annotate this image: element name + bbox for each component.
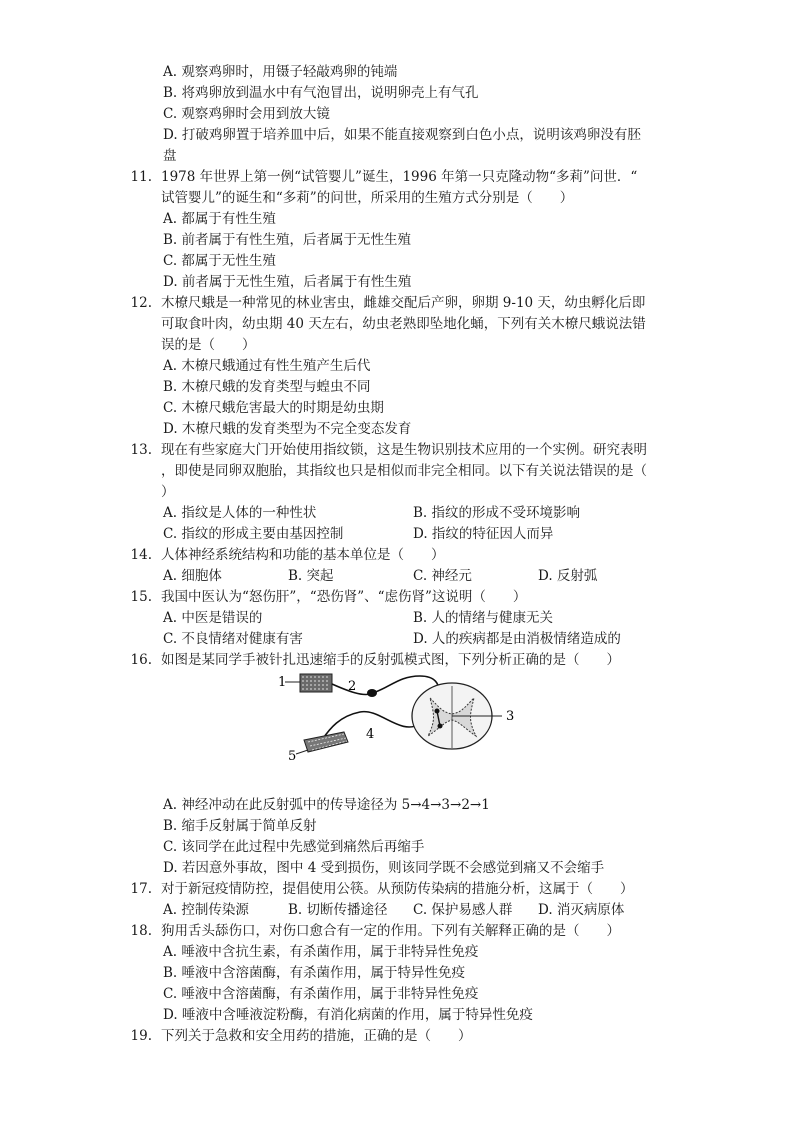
q14-option-c: C. 神经元 [413, 568, 472, 584]
q15-option-b: B. 人的情绪与健康无关 [413, 610, 554, 626]
q16-number: 16. [130, 652, 152, 668]
q11-number: 11. [130, 169, 152, 185]
q18-option-b: B. 唾液中含溶菌酶，有杀菌作用，属于特异性免疫 [163, 965, 466, 981]
label-line-5 [296, 750, 308, 754]
q15-option-a: A. 中医是错误的 [163, 610, 263, 626]
prev-option-d-cont: 盘 [163, 148, 177, 164]
q14-option-a: A. 细胞体 [163, 568, 222, 584]
q12-option-a: A. 木橑尺蛾通过有性生殖产生后代 [163, 358, 371, 374]
q16-stem-line1: 如图是某同学手被针扎迅速缩手的反射弧模式图，下列分析正确的是（ ） [161, 652, 620, 668]
q19-number: 19. [130, 1028, 152, 1044]
q12-option-c: C. 木橑尺蛾危害最大的时期是幼虫期 [163, 400, 384, 416]
q17-option-a: A. 控制传染源 [163, 902, 249, 918]
q13-stem-line1: 现在有些家庭大门开始使用指纹锁，这是生物识别技术应用的一个实例。研究表明 [161, 442, 647, 458]
figure-label-3: 3 [506, 709, 515, 724]
q17-option-d: D. 消灭病原体 [538, 902, 625, 918]
q12-stem-line3: 误的是（ ） [161, 337, 256, 353]
q17-option-c: C. 保护易感人群 [413, 902, 513, 918]
q11-option-b: B. 前者属于有性生殖，后者属于无性生殖 [163, 232, 412, 248]
q18-number: 18. [130, 923, 152, 939]
q18-stem-line1: 狗用舌头舔伤口，对伤口愈合有一定的作用。下列有关解释正确的是（ ） [161, 923, 620, 939]
q12-number: 12. [130, 295, 152, 311]
ganglion [367, 689, 377, 697]
q16-option-d: D. 若因意外事故，图中 4 受到损伤，则该同学既不会感觉到痛又不会缩手 [163, 860, 605, 876]
q11-option-a: A. 都属于有性生殖 [163, 211, 276, 227]
q15-option-c: C. 不良情绪对健康有害 [163, 631, 303, 647]
q16-option-c: C. 该同学在此过程中先感觉到痛然后再缩手 [163, 839, 425, 855]
prev-option-b: B. 将鸡卵放到温水中有气泡冒出，说明卵壳上有气孔 [163, 85, 479, 101]
q13-stem-line2: ，即使是同卵双胞胎，其指纹也只是相似而非完全相同。以下有关说法错误的是（ [161, 463, 647, 479]
q11-option-d: D. 前者属于无性生殖，后者属于有性生殖 [163, 274, 412, 290]
figure-label-4: 4 [366, 727, 375, 742]
q16-option-a: A. 神经冲动在此反射弧中的传导途径为 5→4→3→2→1 [163, 797, 490, 813]
q19-stem-line1: 下列关于急救和安全用药的措施，正确的是（ ） [161, 1028, 472, 1044]
reflex-arc-figure [270, 668, 530, 770]
q13-option-a: A. 指纹是人体的一种性状 [163, 505, 317, 521]
q18-option-a: A. 唾液中含抗生素，有杀菌作用，属于非特异性免疫 [163, 944, 479, 960]
q18-option-c: C. 唾液中含溶菌酶，有杀菌作用，属于非特异性免疫 [163, 986, 479, 1002]
prev-option-d: D. 打破鸡卵置于培养皿中后，如果不能直接观察到白色小点，说明该鸡卵没有胚 [163, 127, 641, 143]
q17-option-b: B. 切断传播途径 [288, 902, 388, 918]
prev-option-c: C. 观察鸡卵时会用到放大镜 [163, 106, 330, 122]
figure-label-1: 1 [278, 675, 287, 690]
q15-number: 15. [130, 589, 152, 605]
figure-label-5: 5 [288, 749, 297, 764]
q17-stem-line1: 对于新冠疫情防控，提倡使用公筷。从预防传染病的措施分析，这属于（ ） [161, 881, 634, 897]
q13-number: 13. [130, 442, 152, 458]
q14-option-d: D. 反射弧 [538, 568, 598, 584]
figure-label-2: 2 [348, 679, 357, 694]
receptor-skin [300, 674, 332, 692]
q13-option-c: C. 指纹的形成主要由基因控制 [163, 526, 344, 542]
q12-stem-line2: 可取食叶肉，幼虫期 40 天左右，幼虫老熟即坠地化蛹，下列有关木橑尺蛾说法错 [161, 316, 646, 332]
q12-option-b: B. 木橑尺蛾的发育类型与蝗虫不同 [163, 379, 371, 395]
q13-option-b: B. 指纹的形成不受环境影响 [413, 505, 581, 521]
q11-option-c: C. 都属于无性生殖 [163, 253, 276, 269]
q12-option-d: D. 木橑尺蛾的发育类型为不完全变态发育 [163, 421, 412, 437]
q14-stem-line1: 人体神经系统结构和功能的基本单位是（ ） [161, 547, 445, 563]
q14-number: 14. [130, 547, 152, 563]
prev-option-a: A. 观察鸡卵时，用镊子轻敲鸡卵的钝端 [163, 64, 398, 80]
q12-stem-line1: 木橑尺蛾是一种常见的林业害虫，雌雄交配后产卵，卵期 9-10 天，幼虫孵化后即 [161, 295, 646, 311]
q16-option-b: B. 缩手反射属于简单反射 [163, 818, 317, 834]
q18-option-d: D. 唾液中含唾液淀粉酶，有消化病菌的作用，属于特异性免疫 [163, 1007, 533, 1023]
q11-stem-line2: 试管婴儿”的诞生和“多莉”的问世，所采用的生殖方式分别是（ ） [161, 190, 574, 206]
q15-stem-line1: 我国中医认为“怒伤肝”，“恐伤肾”、“虑伤肾”这说明（ ） [161, 589, 527, 605]
q15-option-d: D. 人的疾病都是由消极情绪造成的 [413, 631, 621, 647]
q11-stem-line1: 1978 年世界上第一例“试管婴儿”诞生，1996 年第一只克隆动物“多莉”问世．“ [161, 169, 638, 185]
q13-option-d: D. 指纹的特征因人而异 [413, 526, 554, 542]
q14-option-b: B. 突起 [288, 568, 334, 584]
q13-stem-line3: ） [161, 484, 175, 500]
q17-number: 17. [130, 881, 152, 897]
